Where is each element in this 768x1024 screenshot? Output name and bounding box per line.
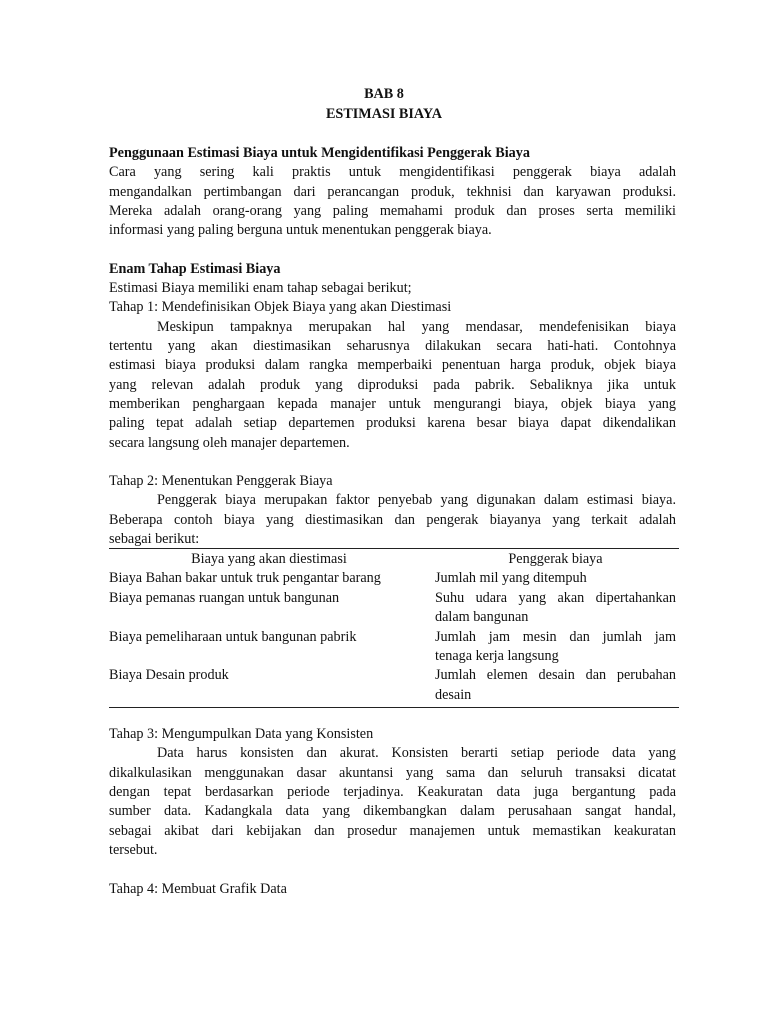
paragraph-line: Mereka adalah orang-orang yang paling memahami produk dan proses serta memiliki — [109, 203, 676, 219]
table-cell-driver: dalam bangunan — [435, 609, 529, 625]
paragraph-line: secara langsung oleh manajer departemen. — [109, 435, 350, 451]
paragraph-line: sebagai berikut: — [109, 531, 200, 547]
paragraph-line: dikalkulasikan menggunakan dasar akuntansi yang sama dan seluruh transaksi dicatat — [109, 765, 676, 781]
step-2-title: Tahap 2: Menentukan Penggerak Biaya — [109, 473, 333, 489]
table-bottom-rule — [109, 707, 679, 708]
table-cell-cost: Biaya Desain produk — [109, 667, 229, 683]
paragraph-line: sebagai akibat dari kebijakan dan prosedur manajemen untuk memastikan keakuratan — [109, 823, 676, 839]
table-cell-cost: Biaya pemeliharaan untuk bangunan pabrik — [109, 629, 357, 645]
section-heading-six-steps: Enam Tahap Estimasi Biaya — [109, 261, 281, 277]
paragraph-line: memberikan penghargaan kepada manajer untuk mengurangi biaya, objek biaya yang — [109, 396, 676, 412]
paragraph-line: mengandalkan pertimbangan dari perancangan produk, tekhnisi dan karyawan produksi. — [109, 184, 676, 200]
table-cell-driver: Jumlah elemen desain dan perubahan — [435, 667, 676, 683]
section-intro: Estimasi Biaya memiliki enam tahap sebagai berikut; — [109, 280, 412, 296]
paragraph-line: sumber data. Kadangkala data yang dikembangkan dalam perusahaan sangat handal, — [109, 803, 676, 819]
paragraph-line: estimasi biaya produksi dalam rangka memperbaiki penentuan harga produk, objek biaya — [109, 357, 676, 373]
paragraph-line: dengan tepat berdasarkan periode terjadinya. Keakuratan data juga bergantung pada — [109, 784, 676, 800]
table-cell-driver: Suhu udara yang akan dipertahankan — [435, 590, 676, 606]
table-cell-cost: Biaya pemanas ruangan untuk bangunan — [109, 590, 340, 606]
table-cell-driver: Jumlah mil yang ditempuh — [435, 570, 587, 586]
table-cell-cost: Biaya Bahan bakar untuk truk pengantar barang — [109, 570, 381, 586]
paragraph-line: Penggerak biaya merupakan faktor penyebab yang digunakan dalam estimasi biaya. — [157, 492, 676, 508]
paragraph-line: informasi yang paling berguna untuk menentukan penggerak biaya. — [109, 222, 492, 238]
table-cell-driver: desain — [435, 687, 472, 703]
section-heading-cost-drivers: Penggunaan Estimasi Biaya untuk Mengidentifikasi Penggerak Biaya — [109, 145, 530, 161]
paragraph-line: paling tepat adalah setiap departemen produksi karena besar biaya dapat dikendalikan — [109, 415, 676, 431]
paragraph-line: Beberapa contoh biaya yang diestimasikan dan pengerak biayanya yang terkait adalah — [109, 512, 676, 528]
step-3-title: Tahap 3: Mengumpulkan Data yang Konsisten — [109, 726, 374, 742]
paragraph-line: Data harus konsisten dan akurat. Konsisten berarti setiap periode data yang — [157, 745, 676, 761]
paragraph-line: tersebut. — [109, 842, 158, 858]
table-cell-driver: Jumlah jam mesin dan jumlah jam — [435, 629, 676, 645]
step-1-title: Tahap 1: Mendefinisikan Objek Biaya yang akan Diestimasi — [109, 299, 452, 315]
chapter-number: BAB 8 — [364, 86, 404, 102]
chapter-title: ESTIMASI BIAYA — [325, 106, 443, 122]
table-header-driver: Penggerak biaya — [508, 551, 603, 567]
table-top-rule — [109, 548, 679, 549]
paragraph-line: tertentu yang akan diestimasikan seharusnya dilakukan secara hati-hati. Contohnya — [109, 338, 676, 354]
table-cell-driver: tenaga kerja langsung — [435, 648, 559, 664]
table-header-cost: Biaya yang akan diestimasi — [191, 551, 347, 567]
step-4-title: Tahap 4: Membuat Grafik Data — [109, 881, 287, 897]
paragraph-line: yang relevan adalah produk yang diproduksi pada pabrik. Sebaliknya jika untuk — [109, 377, 676, 393]
paragraph-line: Meskipun tampaknya merupakan hal yang mendasar, mendefenisikan biaya — [157, 319, 676, 335]
paragraph-line: Cara yang sering kali praktis untuk mengidentifikasi penggerak biaya adalah — [109, 164, 676, 180]
